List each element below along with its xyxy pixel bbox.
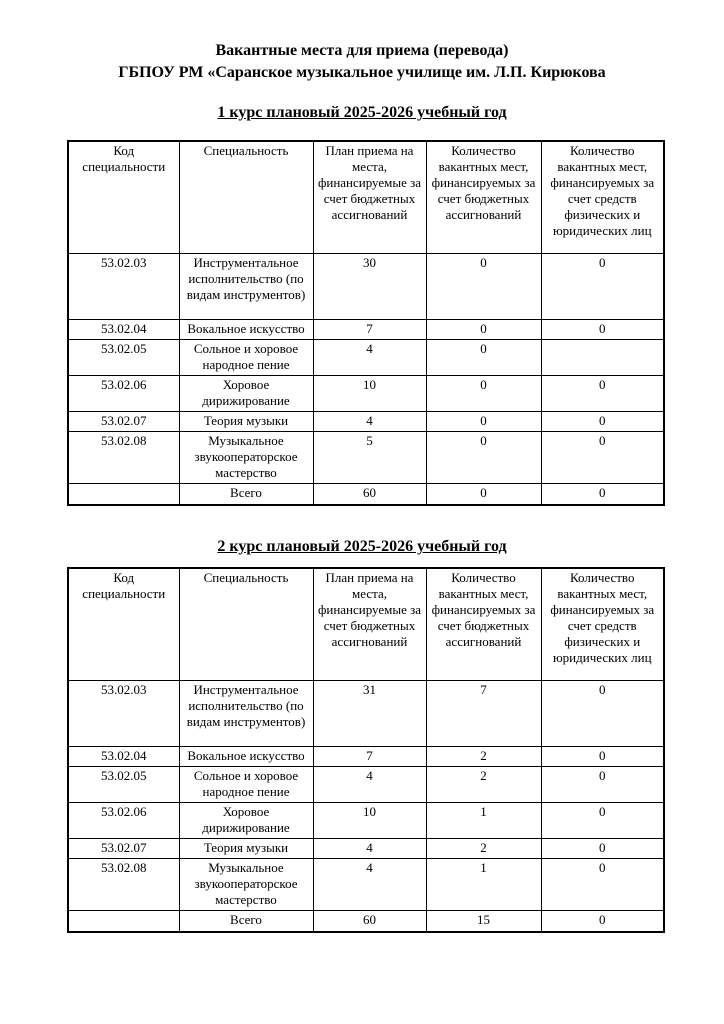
- table-row: [68, 747, 664, 767]
- cell-vacant-paid: 0: [541, 839, 664, 859]
- cell-vacant-paid: 0: [541, 859, 664, 911]
- cell-specialty: Вокальное искусство: [179, 320, 313, 340]
- cell-vacant-budget: 7: [426, 681, 541, 747]
- table-row: [68, 803, 664, 839]
- cell-vacant-budget: 0: [426, 484, 541, 506]
- cell-plan: 7: [313, 320, 426, 340]
- cell-vacant-budget: 15: [426, 911, 541, 933]
- cell-code: 53.02.05: [68, 340, 179, 376]
- cell-specialty: Инструментальное исполнительство (по видам инструментов): [179, 254, 313, 320]
- column-header-plan: План приема на места, финансируемые за счет бюджетных ассигнований: [313, 141, 426, 254]
- cell-code: 53.02.04: [68, 747, 179, 767]
- cell-vacant-budget: 0: [426, 412, 541, 432]
- course-1-table-title: 1 курс плановый 2025-2026 учебный год: [217, 104, 507, 121]
- cell-vacant-paid: 0: [541, 803, 664, 839]
- cell-code: 53.02.05: [68, 767, 179, 803]
- table-row: [68, 859, 664, 911]
- cell-plan: 30: [313, 254, 426, 320]
- cell-specialty: Хоровое дирижирование: [179, 376, 313, 412]
- cell-specialty: Сольное и хоровое народное пение: [179, 340, 313, 376]
- total-row: [68, 484, 664, 506]
- cell-vacant-paid: 0: [541, 767, 664, 803]
- cell-vacant-paid: [541, 340, 664, 376]
- cell-vacant-paid: 0: [541, 911, 664, 933]
- cell-plan: 4: [313, 859, 426, 911]
- cell-plan: 4: [313, 412, 426, 432]
- cell-plan: 5: [313, 432, 426, 484]
- cell-vacant-budget: 1: [426, 859, 541, 911]
- cell-specialty: Хоровое дирижирование: [179, 803, 313, 839]
- column-header-code: Код специальности: [68, 568, 179, 681]
- cell-vacant-paid: 0: [541, 432, 664, 484]
- vacancies-table-course-1: [67, 140, 665, 506]
- cell-code: 53.02.06: [68, 376, 179, 412]
- table-row: [68, 767, 664, 803]
- cell-plan: 31: [313, 681, 426, 747]
- column-header-vacant_paid: Количество вакантных мест, финансируемых за счет средств физических и юридических лиц: [541, 141, 664, 254]
- cell-code: 53.02.08: [68, 432, 179, 484]
- column-header-plan: План приема на места, финансируемые за счет бюджетных ассигнований: [313, 568, 426, 681]
- cell-specialty: Теория музыки: [179, 839, 313, 859]
- cell-plan: 4: [313, 839, 426, 859]
- cell-plan: 7: [313, 747, 426, 767]
- cell-vacant-paid: 0: [541, 254, 664, 320]
- table-row: [68, 320, 664, 340]
- cell-vacant-budget: 0: [426, 254, 541, 320]
- column-header-vacant_paid: Количество вакантных мест, финансируемых за счет средств физических и юридических лиц: [541, 568, 664, 681]
- table-row: [68, 340, 664, 376]
- cell-code: 53.02.04: [68, 320, 179, 340]
- cell-specialty: Музыкальное звукооператорское мастерство: [179, 859, 313, 911]
- table-row: [68, 254, 664, 320]
- column-header-vacant_budget: Количество вакантных мест, финансируемых за счет бюджетных ассигнований: [426, 568, 541, 681]
- cell-vacant-budget: 2: [426, 839, 541, 859]
- cell-plan: 4: [313, 340, 426, 376]
- cell-vacant-paid: 0: [541, 376, 664, 412]
- cell-vacant-paid: 0: [541, 484, 664, 506]
- cell-plan: 60: [313, 484, 426, 506]
- cell-code: 53.02.07: [68, 412, 179, 432]
- total-row: [68, 911, 664, 933]
- table-row: [68, 432, 664, 484]
- cell-specialty: Вокальное искусство: [179, 747, 313, 767]
- cell-vacant-paid: 0: [541, 412, 664, 432]
- column-header-specialty: Специальность: [179, 141, 313, 254]
- table-row: [68, 376, 664, 412]
- cell-vacant-budget: 2: [426, 747, 541, 767]
- table-row: [68, 412, 664, 432]
- cell-vacant-paid: 0: [541, 320, 664, 340]
- cell-vacant-budget: 0: [426, 320, 541, 340]
- table-row: [68, 681, 664, 747]
- cell-specialty: Сольное и хоровое народное пение: [179, 767, 313, 803]
- cell-code: 53.02.08: [68, 859, 179, 911]
- cell-specialty: Всего: [179, 484, 313, 506]
- table-row: [68, 839, 664, 859]
- document-title: Вакантные места для приема (перевода): [215, 42, 509, 59]
- header-row: [68, 568, 664, 681]
- column-header-code: Код специальности: [68, 141, 179, 254]
- document-subtitle: ГБПОУ РМ «Саранское музыкальное училище им. Л.П. Кирюкова: [118, 64, 606, 81]
- cell-vacant-budget: 0: [426, 432, 541, 484]
- cell-specialty: Музыкальное звукооператорское мастерство: [179, 432, 313, 484]
- cell-vacant-budget: 1: [426, 803, 541, 839]
- cell-vacant-budget: 0: [426, 340, 541, 376]
- header-row: [68, 141, 664, 254]
- cell-specialty: Всего: [179, 911, 313, 933]
- cell-vacant-budget: 2: [426, 767, 541, 803]
- cell-plan: 4: [313, 767, 426, 803]
- cell-code: 53.02.06: [68, 803, 179, 839]
- vacancies-table-course-2: [67, 567, 665, 933]
- cell-code: 53.02.03: [68, 681, 179, 747]
- cell-plan: 60: [313, 911, 426, 933]
- cell-code: 53.02.07: [68, 839, 179, 859]
- cell-code: 53.02.03: [68, 254, 179, 320]
- cell-specialty: Теория музыки: [179, 412, 313, 432]
- column-header-specialty: Специальность: [179, 568, 313, 681]
- cell-vacant-paid: 0: [541, 747, 664, 767]
- cell-specialty: Инструментальное исполнительство (по видам инструментов): [179, 681, 313, 747]
- cell-plan: 10: [313, 803, 426, 839]
- cell-vacant-budget: 0: [426, 376, 541, 412]
- cell-code: [68, 484, 179, 506]
- course-2-table-title: 2 курс плановый 2025-2026 учебный год: [217, 538, 507, 555]
- column-header-vacant_budget: Количество вакантных мест, финансируемых за счет бюджетных ассигнований: [426, 141, 541, 254]
- cell-code: [68, 911, 179, 933]
- cell-vacant-paid: 0: [541, 681, 664, 747]
- cell-plan: 10: [313, 376, 426, 412]
